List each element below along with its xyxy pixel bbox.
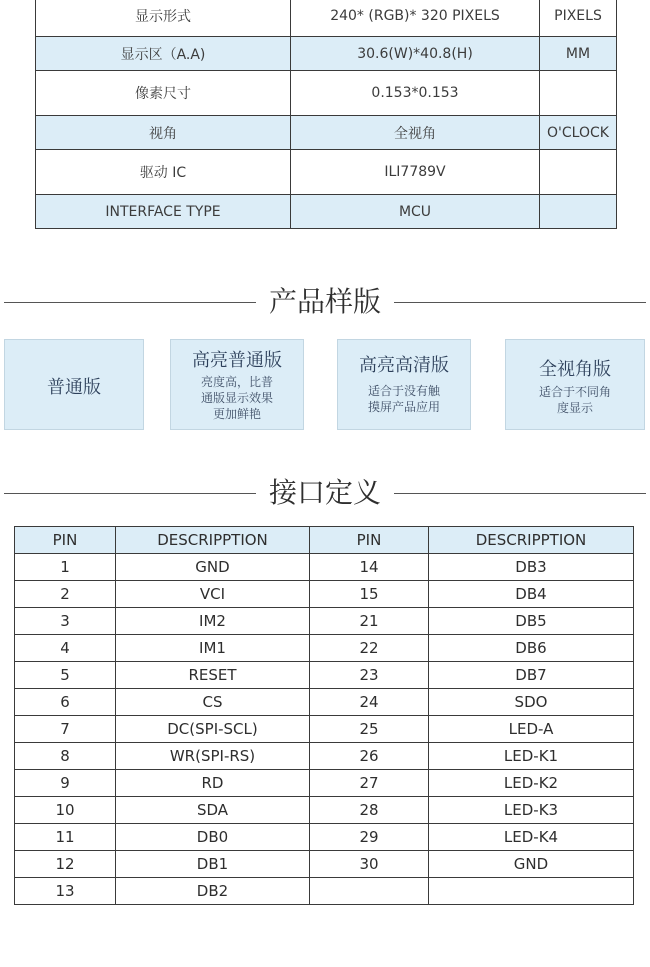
spec-label: 视角 [36,116,291,150]
header-pin: PIN [15,527,116,554]
pin-number: 7 [15,716,116,743]
version-card [337,339,471,430]
pin-number: 8 [15,743,116,770]
pin-description: VCI [116,581,310,608]
version-name: 全视角版 [539,359,611,380]
spec-unit: O'CLOCK [540,116,617,150]
pin-description: DB0 [116,824,310,851]
pin-description: IM1 [116,635,310,662]
spec-value: ILI7789V [291,150,540,195]
version-name: 高亮高清版 [359,355,449,376]
pin-number: 11 [15,824,116,851]
pin-number: 25 [310,716,429,743]
pin-description: CS [116,689,310,716]
pin-number: 13 [15,878,116,905]
pin-description: DB6 [429,635,634,662]
pin-description [429,878,634,905]
pin-number: 26 [310,743,429,770]
table-row [15,554,634,581]
table-row [15,689,634,716]
pin-number: 29 [310,824,429,851]
interface-title: 接口定义 [268,476,381,509]
versions-section-header [0,282,650,322]
header-pin: PIN [310,527,429,554]
pin-number: 15 [310,581,429,608]
pin-number: 22 [310,635,429,662]
pin-description: DB1 [116,851,310,878]
pin-number: 9 [15,770,116,797]
header-description: DESCRIPPTION [116,527,310,554]
spec-value: 全视角 [291,116,540,150]
pin-number: 6 [15,689,116,716]
spec-label: 显示区（A.A) [36,37,291,71]
spec-value: 240* (RGB)* 320 PIXELS [291,0,540,37]
spec-row [36,150,617,195]
spec-row [36,195,617,229]
pin-table-header [15,527,634,554]
pin-number: 10 [15,797,116,824]
pin-description: DB3 [429,554,634,581]
pin-table [14,526,634,905]
spec-unit [540,195,617,229]
pin-description: LED-A [429,716,634,743]
table-row [15,581,634,608]
pin-number: 1 [15,554,116,581]
header-description: DESCRIPPTION [429,527,634,554]
pin-number: 4 [15,635,116,662]
table-row [15,824,634,851]
spec-value: 30.6(W)*40.8(H) [291,37,540,71]
pin-description: SDO [429,689,634,716]
pin-number: 28 [310,797,429,824]
version-name: 普通版 [47,377,101,398]
pin-number: 30 [310,851,429,878]
version-name: 高亮普通版 [192,350,282,371]
pin-number: 12 [15,851,116,878]
pin-number: 5 [15,662,116,689]
pin-description: DB5 [429,608,634,635]
pin-number [310,878,429,905]
spec-unit [540,71,617,116]
spec-row [36,0,617,37]
pin-number: 27 [310,770,429,797]
table-row [15,770,634,797]
version-desc: 适合于不同角 度显示 [538,385,611,415]
pin-description: SDA [116,797,310,824]
version-card [170,339,304,430]
pin-number: 14 [310,554,429,581]
pin-number: 2 [15,581,116,608]
pin-number: 23 [310,662,429,689]
spec-row [36,116,617,150]
interface-section-header [0,473,650,513]
spec-unit: MM [540,37,617,71]
pin-description: LED-K4 [429,824,634,851]
table-row [15,797,634,824]
pin-number: 21 [310,608,429,635]
table-row [15,662,634,689]
pin-description: RESET [116,662,310,689]
spec-table [35,0,617,229]
pin-description: LED-K2 [429,770,634,797]
spec-unit: PIXELS [540,0,617,37]
pin-description: RD [116,770,310,797]
spec-label: INTERFACE TYPE [36,195,291,229]
pin-description: GND [116,554,310,581]
versions-title: 产品样版 [268,285,381,318]
pin-number: 3 [15,608,116,635]
pin-description: DB2 [116,878,310,905]
pin-description: LED-K3 [429,797,634,824]
spec-row [36,71,617,116]
table-row [15,743,634,770]
pin-description: DB4 [429,581,634,608]
pin-description: GND [429,851,634,878]
pin-description: IM2 [116,608,310,635]
version-card [4,339,144,430]
table-row [15,716,634,743]
spec-row [36,37,617,71]
pin-number: 24 [310,689,429,716]
table-row [15,851,634,878]
spec-value: 0.153*0.153 [291,71,540,116]
pin-table-body [15,554,634,905]
pin-description: DB7 [429,662,634,689]
pin-description: LED-K1 [429,743,634,770]
spec-label: 像素尺寸 [36,71,291,116]
spec-label: 驱动 IC [36,150,291,195]
pin-description: WR(SPI-RS) [116,743,310,770]
table-row [15,608,634,635]
table-row [15,878,634,905]
pin-description: DC(SPI-SCL) [116,716,310,743]
spec-label: 显示形式 [36,0,291,37]
spec-value: MCU [291,195,540,229]
spec-unit [540,150,617,195]
table-row [15,635,634,662]
version-desc: 亮度高，比普 通版显示效果 更加鲜艳 [200,375,273,421]
version-desc: 适合于没有触 摸屏产品应用 [367,384,440,414]
version-card [505,339,645,430]
